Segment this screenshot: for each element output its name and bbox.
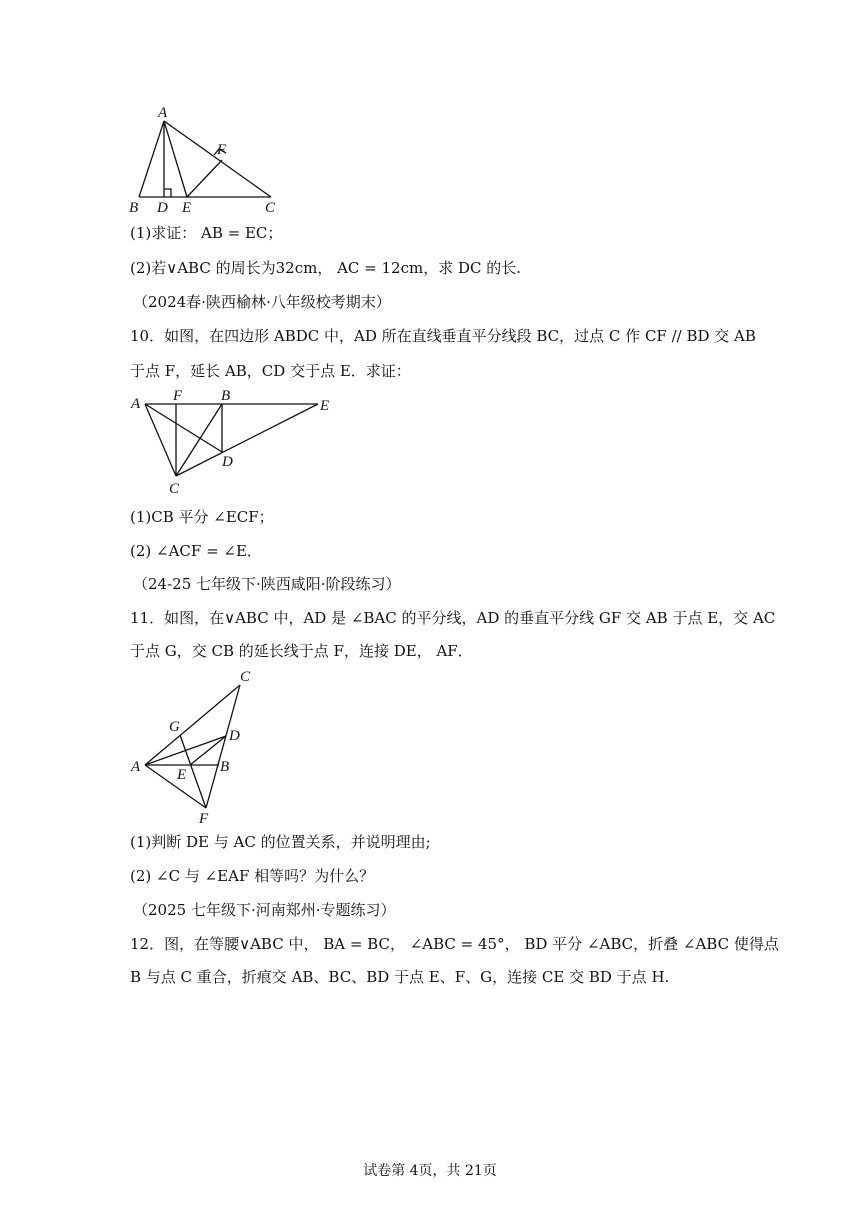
label-C: C bbox=[169, 481, 180, 497]
label-F: F bbox=[217, 142, 227, 158]
q9-source: （2024春·陕西榆林·八年级校考期末） bbox=[133, 293, 391, 311]
label-C: C bbox=[265, 200, 276, 216]
q9-part1: (1)求证： AB = EC； bbox=[130, 224, 283, 242]
label-C: C bbox=[240, 669, 251, 685]
q11-part1: (1)判断 DE 与 AC 的位置关系，并说明理由; bbox=[130, 833, 431, 851]
label-E: E bbox=[177, 767, 187, 783]
q12-line2: B 与点 C 重合，折痕交 AB、BC、BD 于点 E、F、G，连接 CE 交 BD 于点 H. bbox=[130, 968, 670, 986]
label-D: D bbox=[157, 200, 168, 216]
label-G: G bbox=[169, 719, 180, 735]
q11-line2: 于点 G，交 CB 的延长线于点 F，连接 DE， AF． bbox=[130, 642, 473, 660]
q10-line1: 10．如图，在四边形 ABDC 中，AD 所在直线垂直平分线段 BC，过点 C 作 CF // BD 交 AB bbox=[130, 327, 756, 345]
label-E: E bbox=[182, 200, 192, 216]
label-A: A bbox=[131, 396, 141, 412]
q10-line2: 于点 F，延长 AB，CD 交于点 E．求证： bbox=[130, 362, 411, 380]
q11-part2: (2) ∠C 与 ∠EAF 相等吗？为什么？ bbox=[130, 867, 375, 885]
label-D: D bbox=[229, 728, 240, 744]
label-B: B bbox=[129, 200, 139, 216]
q11-line1: 11．如图，在∨ABC 中，AD 是 ∠BAC 的平分线，AD 的垂直平分线 GF 交 AB 于点 E，交 AC bbox=[130, 609, 776, 627]
label-D: D bbox=[222, 454, 233, 470]
q11-source: （2025 七年级下·河南郑州·专题练习） bbox=[133, 901, 396, 919]
label-E: E bbox=[320, 398, 330, 414]
q10-source: （24-25 七年级下·陕西咸阳·阶段练习） bbox=[133, 575, 401, 593]
label-A: A bbox=[131, 759, 141, 775]
label-B: B bbox=[221, 388, 231, 404]
q9-part2: (2)若∨ABC 的周长为32cm， AC = 12cm，求 DC 的长. bbox=[130, 259, 522, 277]
q10-part2: (2) ∠ACF = ∠E． bbox=[130, 542, 262, 560]
label-F: F bbox=[199, 811, 209, 827]
page-footer: 试卷第 4页，共 21页 bbox=[363, 1163, 497, 1179]
label-F: F bbox=[173, 388, 183, 404]
q12-line1: 12．图，在等腰∨ABC 中， BA = BC， ∠ABC = 45°， BD 平分 ∠ABC，折叠 ∠ABC 使得点 bbox=[130, 935, 779, 953]
label-A: A bbox=[158, 105, 168, 121]
q10-part1: (1)CB 平分 ∠ECF； bbox=[130, 508, 274, 526]
label-B: B bbox=[220, 759, 230, 775]
